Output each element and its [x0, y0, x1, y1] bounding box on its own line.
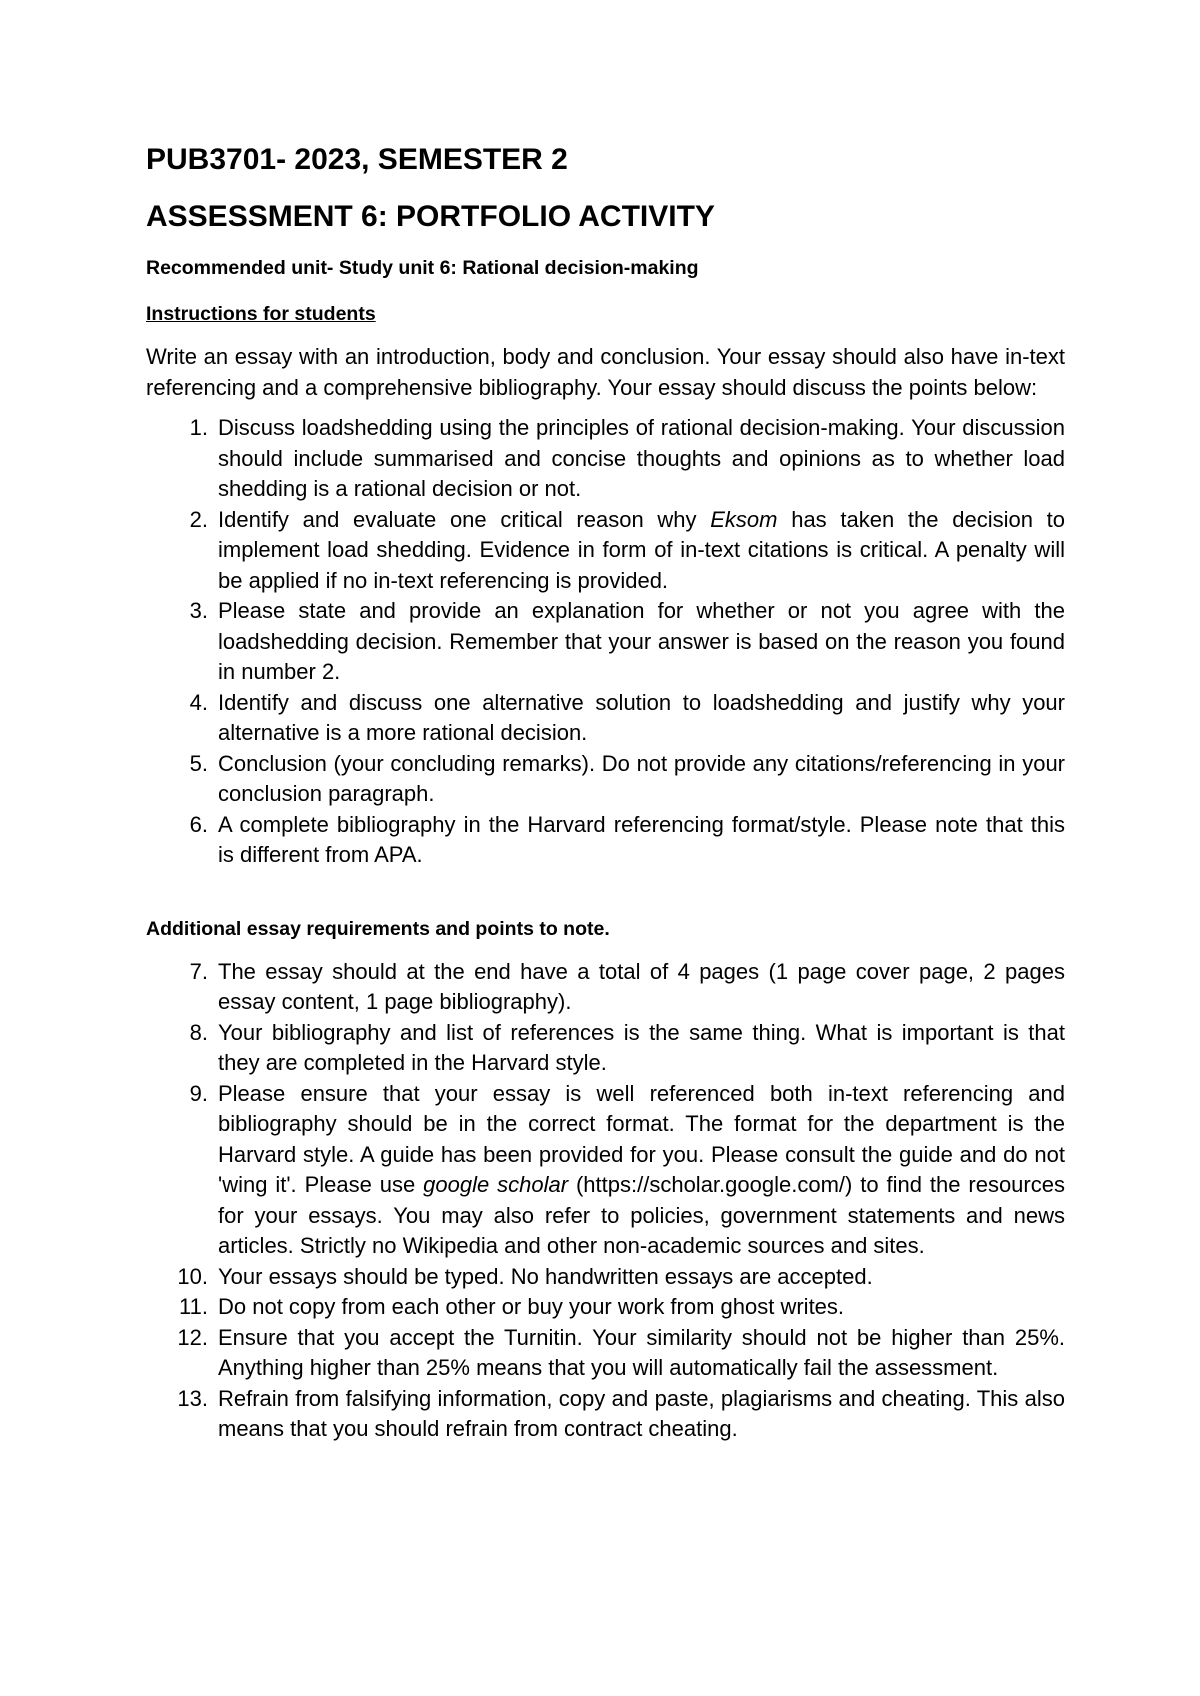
list-item-text: Do not copy from each other or buy your work from ghost writes. — [218, 1294, 845, 1319]
discussion-points-list — [146, 413, 1065, 871]
list-item — [146, 1292, 1065, 1323]
list-item-text: A complete bibliography in the Harvard referencing format/style. Please note that this is different from APA. — [218, 811, 1065, 867]
list-item-number: 3. — [189, 598, 208, 623]
list-item-number: 2. — [189, 506, 208, 532]
list-item-text — [218, 1079, 1065, 1262]
list-item — [146, 810, 1065, 871]
document-title-course: PUB3701- 2023, SEMESTER 2 — [146, 143, 568, 176]
list-item-number: 6. — [189, 811, 208, 837]
list-item — [146, 1262, 1065, 1293]
requirements-list — [146, 957, 1065, 1445]
list-item — [146, 1384, 1065, 1445]
list-item — [146, 596, 1065, 688]
text-segment: Identify and evaluate one critical reason why — [218, 506, 711, 532]
list-item-number: 10. — [177, 1263, 208, 1289]
list-item-number: 12. — [177, 1324, 208, 1350]
list-item — [146, 413, 1065, 505]
list-item-number: 1. — [189, 415, 208, 440]
list-item — [146, 505, 1065, 597]
list-item — [146, 1079, 1065, 1262]
list-item — [146, 957, 1065, 1018]
list-item — [146, 1018, 1065, 1079]
instructions-heading: Instructions for students — [146, 303, 376, 325]
list-item-text: Your essays should be typed. No handwritten essays are accepted. — [218, 1263, 873, 1289]
list-item-number: 8. — [189, 1019, 208, 1045]
list-item — [146, 688, 1065, 749]
list-item-text: Refrain from falsifying information, copy and paste, plagiarisms and cheating. This also means that you should refrain from contract cheating. — [218, 1385, 1065, 1441]
list-item-text: Identify and discuss one alternative solution to loadshedding and justify why your alternative is a more rational decision. — [218, 689, 1065, 745]
additional-requirements-heading: Additional essay requirements and points to note. — [146, 917, 610, 940]
list-item-text: Your bibliography and list of references is the same thing. What is important is that they are completed in the Harvard style. — [218, 1019, 1065, 1075]
list-item-text — [218, 505, 1065, 597]
emphasis-google-scholar: google scholar — [423, 1172, 569, 1197]
intro-paragraph: Write an essay with an introduction, body and conclusion. Your essay should also have in-text referencing and a comprehensive bibliography. Your essay should discuss the points below: — [146, 344, 1065, 400]
document-title-assessment: ASSESSMENT 6: PORTFOLIO ACTIVITY — [146, 200, 715, 233]
list-item-text: Conclusion (your concluding remarks). Do not provide any citations/referencing in your conclusion paragraph. — [218, 750, 1065, 806]
list-item-text: The essay should at the end have a total of 4 pages (1 page cover page, 2 pages essay content, 1 page bibliography). — [218, 958, 1065, 1014]
list-item-number: 13. — [177, 1385, 208, 1411]
list-item-number: 4. — [189, 689, 208, 715]
text-segment: (https://scholar.google.com/) to find the resources for your essays. You may also refer to policies, government statements and news articles. Strictly no Wikipedia and other non-academic sources and sites. — [218, 1172, 1065, 1258]
list-item-number: 7. — [189, 958, 208, 984]
list-item-text: Discuss loadshedding using the principles of rational decision-making. Your discussion should include summarised and concise thoughts and opinions as to whether load shedding is a rational decision or not. — [218, 415, 1065, 501]
list-item-text: Please state and provide an explanation for whether or not you agree with the loadshedding decision. Remember that your answer is based on the reason you found in number 2. — [218, 598, 1065, 684]
text-segment: has taken the decision to implement load shedding. Evidence in form of in-text citations is critical. A penalty will be applied if no in-text referencing is provided. — [218, 506, 1065, 593]
list-item-text: Ensure that you accept the Turnitin. Your similarity should not be higher than 25%. Anything higher than 25% means that you will automatically fail the assessment. — [218, 1324, 1065, 1380]
emphasis-eksom: Eksom — [710, 506, 778, 532]
text-segment: Please ensure that your essay is well referenced both in-text referencing and bibliography should be in the correct format. The format for the department is the Harvard style. A guide has been provided for you. Please consult the guide and do not 'wing it'. Please use — [218, 1080, 1065, 1197]
list-item-number: 9. — [189, 1080, 208, 1106]
list-item — [146, 749, 1065, 810]
list-item-number: 11. — [179, 1294, 208, 1319]
list-item — [146, 1323, 1065, 1384]
list-item-number: 5. — [189, 750, 208, 776]
recommended-unit: Recommended unit- Study unit 6: Rational decision-making — [146, 257, 699, 279]
